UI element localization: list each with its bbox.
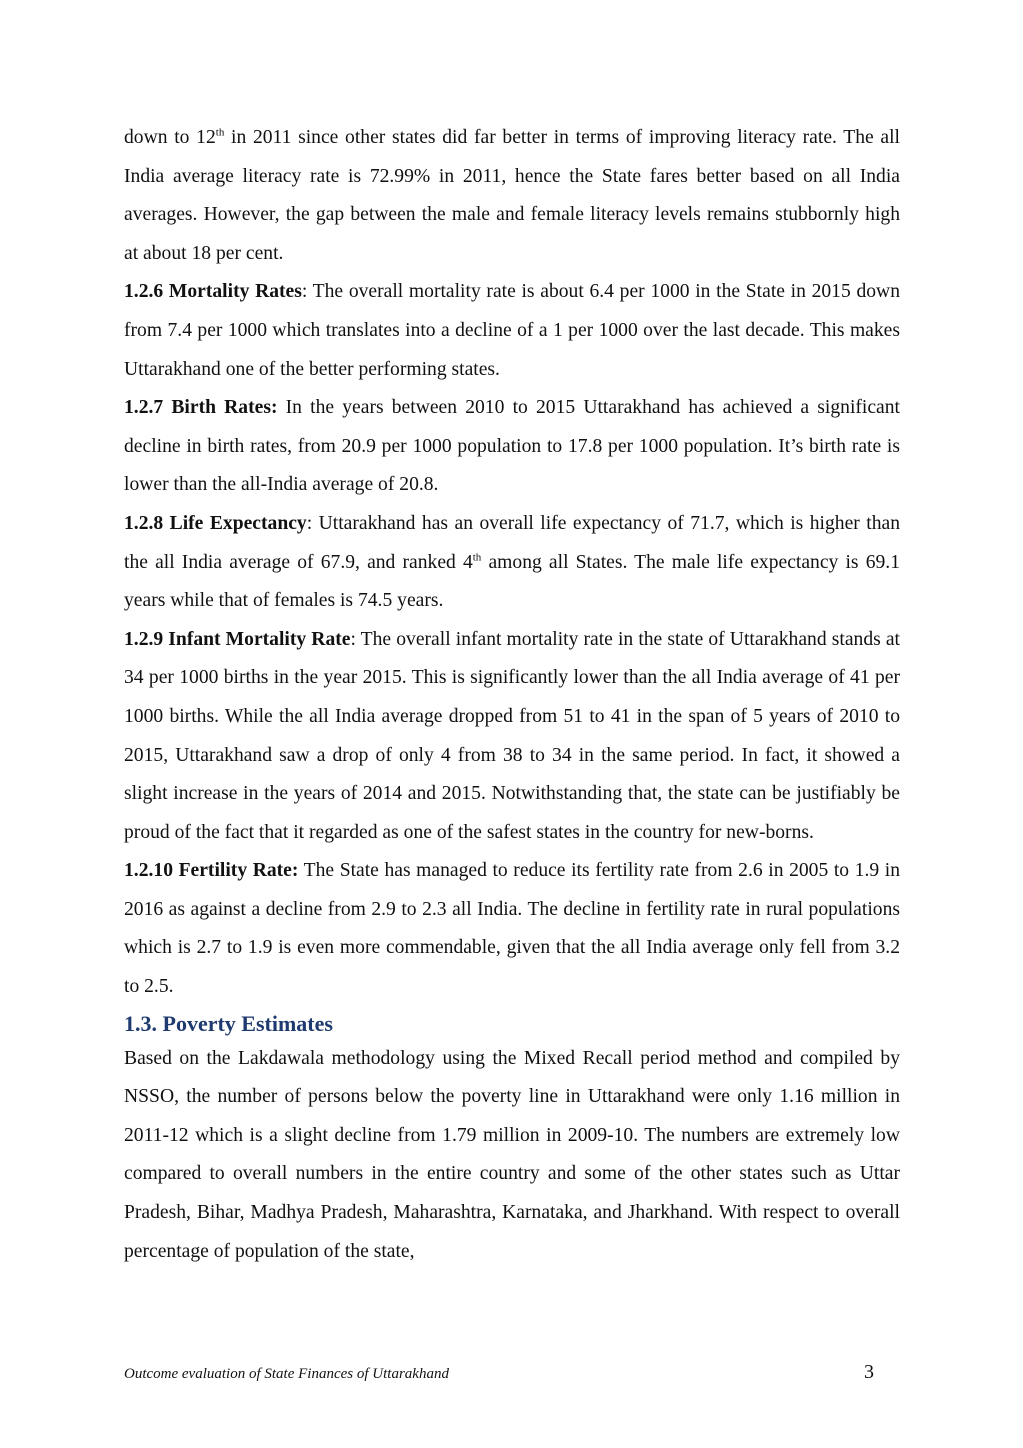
birth-rates-text: In the years between 2010 to 2015 Uttarakhand has achieved a significant decline in birth rates, from 20.9 per 1000 population to 17.8 per 1000 population. It’s birth rate is lower than the all-India average of 20.8. xyxy=(124,397,900,496)
footer-document-title: Outcome evaluation of State Finances of Uttarakhand xyxy=(124,1366,449,1382)
fertility-rate-heading: 1.2.10 Fertility Rate: xyxy=(124,860,299,882)
footer-page-number: 3 xyxy=(864,1361,874,1383)
life-expectancy-text-start: : Uttarakhand has an overall life expectancy of 71.7, which is higher than the all India average of 67.9, and ranked 4 xyxy=(124,512,900,573)
mortality-rates-paragraph xyxy=(124,273,900,389)
infant-mortality-paragraph xyxy=(124,621,900,853)
life-expectancy-text-rest: among all States. The male life expectancy is 69.1 years while that of females is 74.5 years. xyxy=(124,551,900,612)
fertility-rate-paragraph xyxy=(124,852,900,1006)
mortality-rates-heading: 1.2.6 Mortality Rates xyxy=(124,281,302,303)
literacy-text-start: down to 12 xyxy=(124,127,216,148)
poverty-estimates-paragraph: Based on the Lakdawala methodology using the Mixed Recall period method and compiled by NSSO, the number of persons below the poverty line in Uttarakhand were only 1.16 million in 2011-12 which is a slight decline from 1.79 million in 2009-10. The numbers are extremely low compared to overall numbers in the entire country and some of the other states such as Uttar Pradesh, Bihar, Madhya Pradesh, Maharashtra, Karnataka, and Jharkhand. With respect to overall percentage of population of the state, xyxy=(124,1047,900,1262)
fertility-rate-text: The State has managed to reduce its fertility rate from 2.6 in 2005 to 1.9 in 2016 as against a decline from 2.9 to 2.3 all India. The decline in fertility rate in rural populations which is 2.7 to 1.9 is even more commendable, given that the all India average only fell from 3.2 to 2.5. xyxy=(124,860,901,998)
life-expectancy-heading: 1.2.8 Life Expectancy xyxy=(124,512,307,534)
poverty-estimates-heading: 1.3. Poverty Estimates xyxy=(124,1010,333,1036)
literacy-superscript: th xyxy=(215,126,225,139)
document-body xyxy=(124,119,900,1271)
literacy-text-rest: in 2011 since other states did far better in terms of improving literacy rate. The all India average literacy rate is 72.99% in 2011, hence the State fares better based on all India averages. However, the gap between the male and female literacy levels remains stubbornly high at about 18 per cent. xyxy=(124,127,900,264)
infant-mortality-text: : The overall infant mortality rate in the state of Uttarakhand stands at 34 per 1000 births in the year 2015. This is significantly lower than the all India average of 41 per 1000 births. While the all India average dropped from 51 to 41 in the span of 5 years of 2010 to 2015, Uttarakhand saw a drop of only 4 from 38 to 34 in the same period. In fact, it showed a slight increase in the years of 2014 and 2015. Notwithstanding that, the state can be justifiably be proud of the fact that it regarded as one of the safest states in the country for new-borns. xyxy=(124,628,900,843)
birth-rates-paragraph xyxy=(124,389,900,505)
literacy-paragraph xyxy=(124,119,900,273)
birth-rates-heading: 1.2.7 Birth Rates: xyxy=(124,397,278,419)
life-expectancy-superscript: th xyxy=(472,551,482,563)
life-expectancy-paragraph xyxy=(124,505,900,621)
mortality-rates-text: : The overall mortality rate is about 6.4 per 1000 in the State in 2015 down from 7.4 per 1000 which translates into a decline of a 1 per 1000 over the last decade. This makes Uttarakhand one of the better performing states. xyxy=(124,281,901,380)
infant-mortality-heading: 1.2.9 Infant Mortality Rate xyxy=(124,628,351,650)
